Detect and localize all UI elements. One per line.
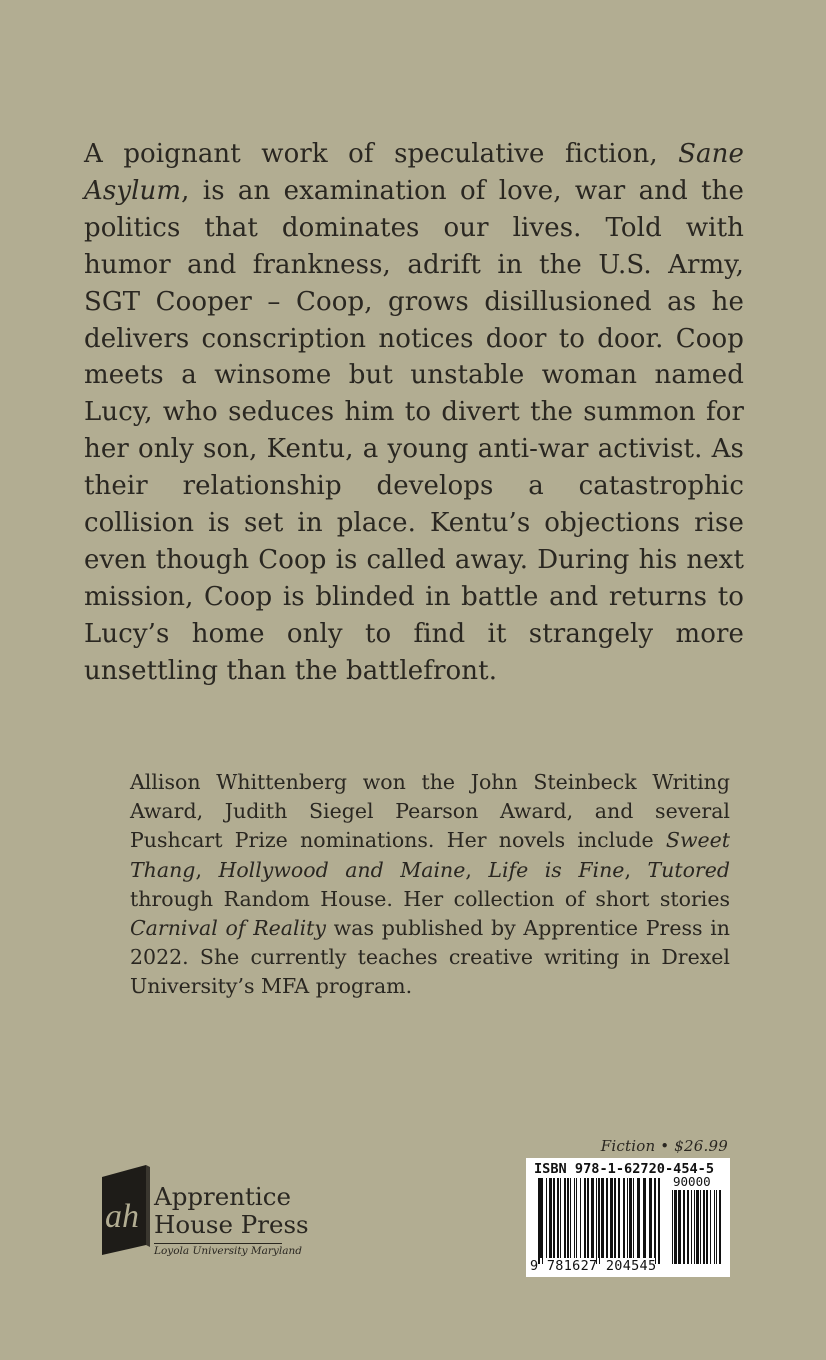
author-bio [130,768,730,1002]
bio-paragraph [130,768,730,1002]
book-blurb [84,136,744,690]
logo-divider [154,1243,282,1244]
isbn-label: ISBN 978-1-62720-454-5 [534,1161,715,1177]
bio-text-1: Allison Whittenberg won the John Steinbeck Writing Award, Judith Siegel Pearson Award, and several Pushcart Prize nominations. Her novels include [130,770,730,853]
novel-title: Sweet Thang [130,828,730,882]
bio-sep: , [195,857,219,882]
blurb-paragraph [84,136,744,690]
publisher-university: Loyola University Maryland [154,1245,302,1257]
collection-title: Carnival of Reality [130,916,326,941]
novel-title: Life is Fine [488,857,625,882]
blurb-text-1: A poignant work of speculative fiction, [84,139,679,169]
bio-text-2: through Random House. Her collection of short stories [130,886,730,911]
blurb-text-2: , is an examination of love, war and the politics that dominates our lives. Told with humor and frankness, adrift in the U.S. Army, SGT Cooper – Coop, grows disillusioned as he delivers conscription notices door to door. Coop meets a winsome but unstable woman named Lucy, who seduces him to divert the summon for her only son, Kentu, a young anti-war activist. As their relationship develops a catastrophic collision is set in place. Kentu’s objections rise even though Coop is called away. During his next mission, Coop is blinded in battle and returns to Lucy’s home only to find it strangely more unsettling than the battlefront. [84,175,744,686]
bio-text-3: was published by Apprentice Press in 2022. She currently teaches creative writing in Drexel University’s MFA program. [130,916,731,999]
publisher-name [154,1183,309,1239]
novel-title: Hollywood and Maine [218,857,466,882]
publisher-name-line1: Apprentice [154,1182,291,1211]
addon-number: 90000 [673,1174,711,1189]
logo-monogram: ah [105,1198,139,1235]
publisher-name-line2: House Press [154,1210,309,1239]
bio-sep: , [465,857,489,882]
book-logo-icon [100,1163,152,1255]
bio-sep: , [624,857,648,882]
publisher-logo [100,1163,320,1263]
isbn-barcode [526,1158,730,1277]
book-title-italic: Sane Asylum [84,139,744,206]
ean-number: 9 781627 204545 [530,1258,657,1274]
novel-title: Tutored [647,857,730,882]
genre-price: Fiction • $26.99 [600,1137,728,1155]
